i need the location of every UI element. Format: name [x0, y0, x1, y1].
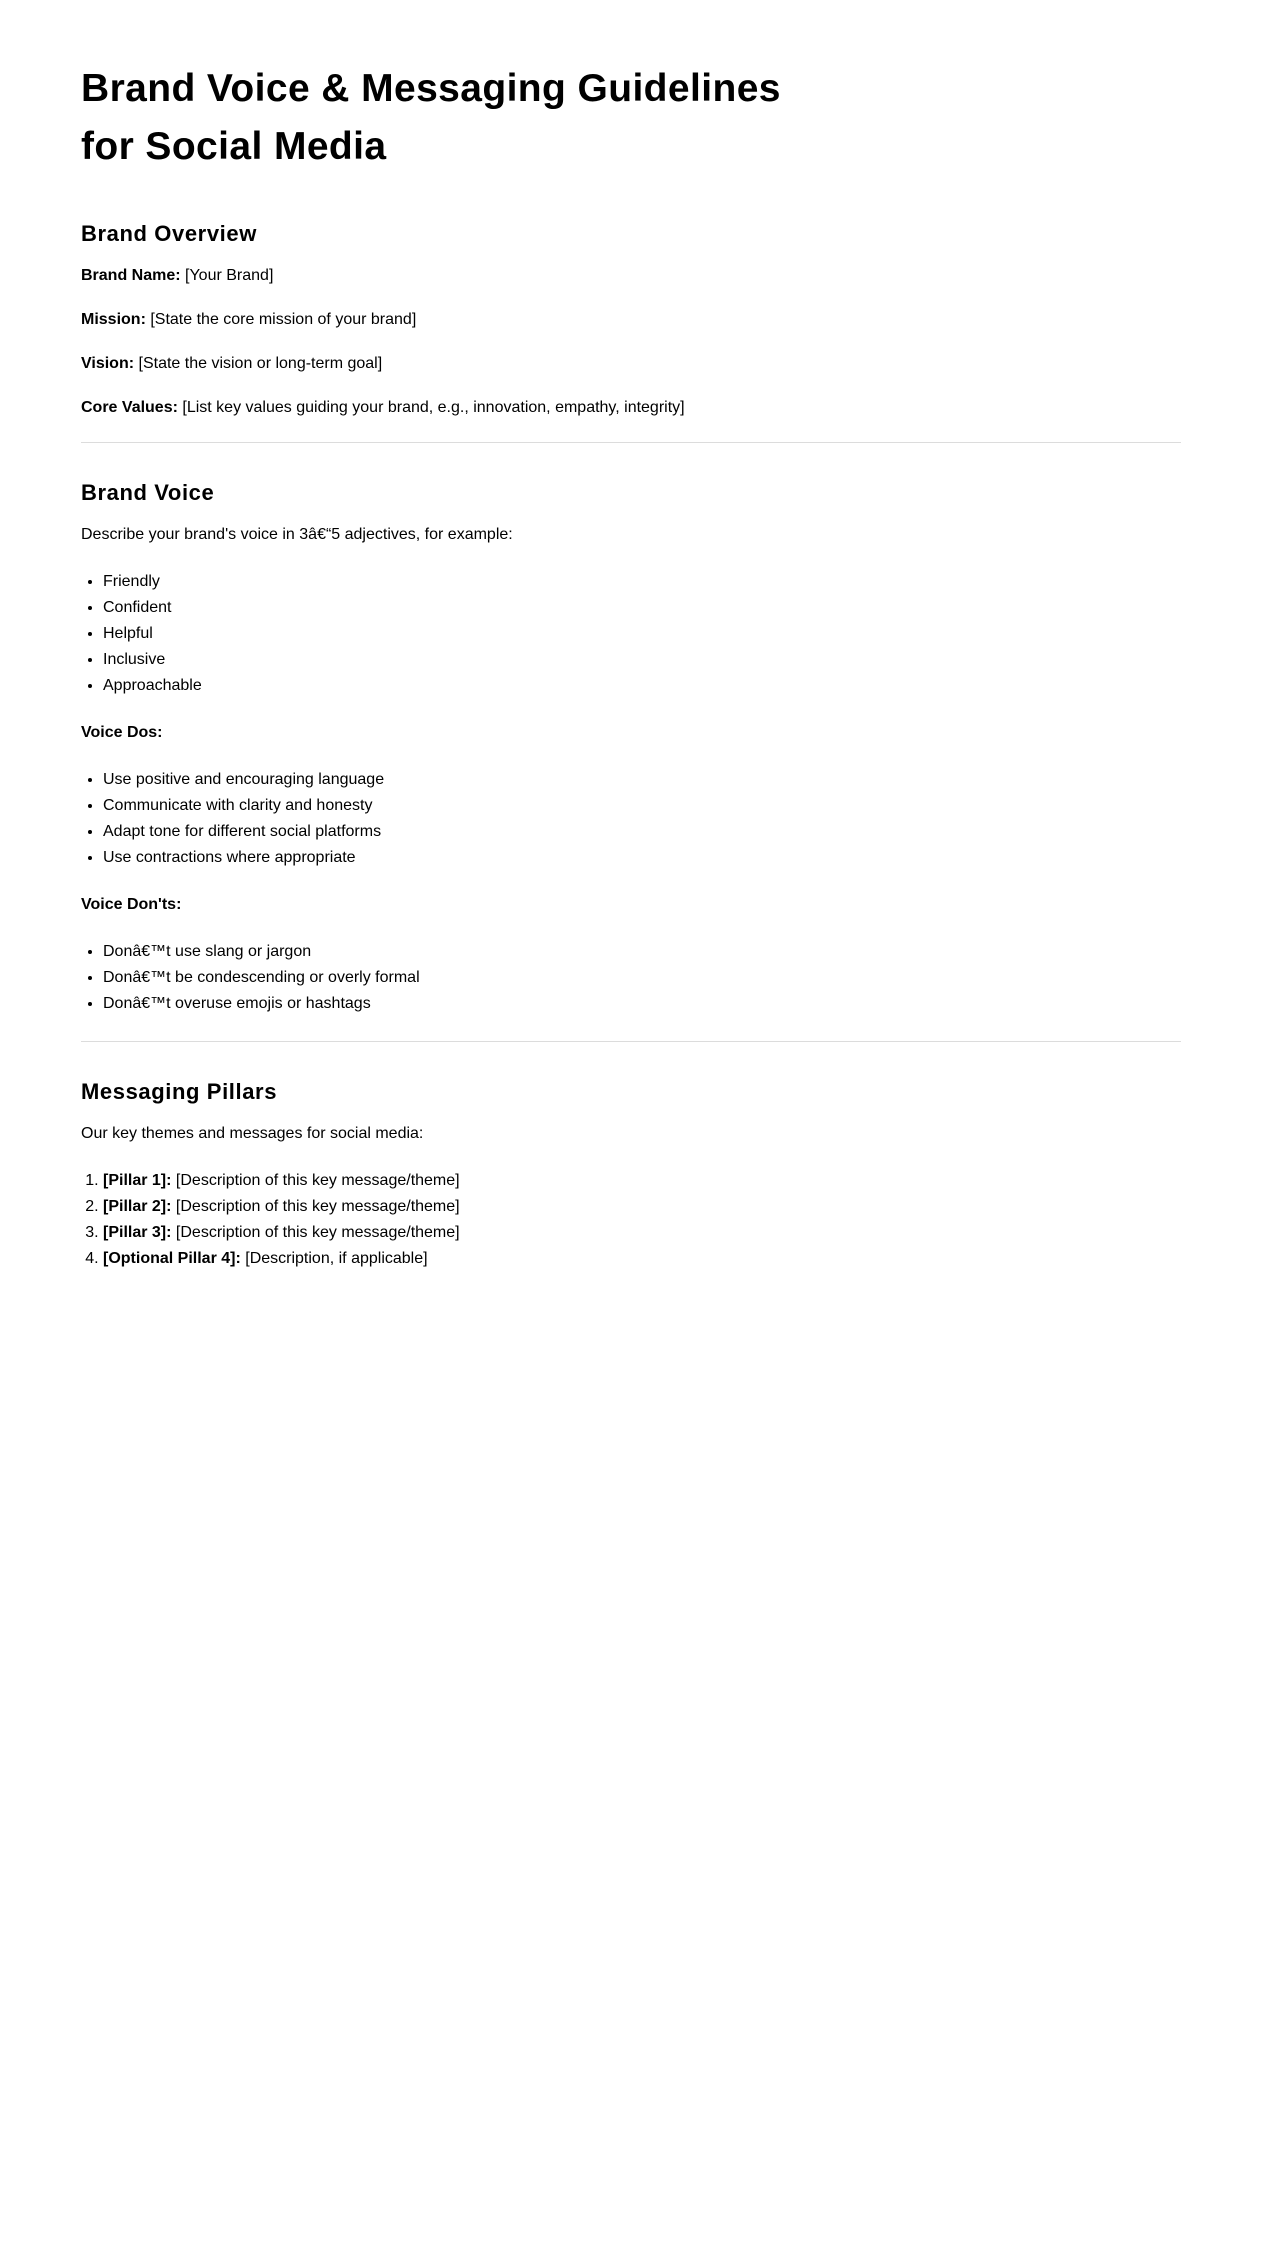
list-item: • Helpful	[103, 621, 1181, 647]
list-item	[103, 1168, 1181, 1194]
messaging-pillars-intro: Our key themes and messages for social media:	[81, 1125, 424, 1142]
core-values-field	[81, 398, 1181, 418]
brand-overview-heading: Brand Overview	[81, 221, 257, 246]
pillar-label: [Pillar 1]:	[103, 1172, 172, 1189]
list-item: • Donâ€™t use slang or jargon	[103, 939, 1181, 965]
brand-voice-intro: Describe your brand's voice in 3â€“5 adjectives, for example:	[81, 526, 513, 543]
brand-name-field	[81, 266, 1181, 286]
voice-donts-label: Voice Don'ts:	[81, 896, 182, 913]
brand-name-label: Brand Name:	[81, 267, 181, 284]
list-item: • Adapt tone for different social platforms	[103, 819, 1181, 845]
list-item	[103, 1194, 1181, 1220]
pillar-description: [Description of this key message/theme]	[175, 1224, 460, 1241]
core-values-value: [List key values guiding your brand, e.g., innovation, empathy, integrity]	[182, 399, 685, 416]
voice-donts-heading	[81, 895, 1181, 915]
voice-dos-heading	[81, 723, 1181, 743]
core-values-label: Core Values:	[81, 399, 178, 416]
section-divider	[81, 442, 1181, 443]
voice-dos-list	[81, 767, 1181, 871]
mission-field	[81, 310, 1181, 330]
brand-overview-section	[81, 220, 1181, 418]
list-item: • Donâ€™t overuse emojis or hashtags	[103, 991, 1181, 1017]
adjectives-list	[81, 569, 1181, 699]
pillar-description: [Description, if applicable]	[245, 1250, 428, 1267]
list-item: • Approachable	[103, 673, 1181, 699]
pillar-label: [Pillar 2]:	[103, 1198, 172, 1215]
list-item	[103, 1246, 1181, 1272]
title-line-2: for Social Media	[81, 125, 387, 168]
list-item	[103, 1220, 1181, 1246]
pillar-label: [Pillar 3]:	[103, 1224, 172, 1241]
vision-field	[81, 354, 1181, 374]
brand-voice-heading: Brand Voice	[81, 480, 215, 505]
list-item: • Donâ€™t be condescending or overly formal	[103, 965, 1181, 991]
list-item: • Use contractions where appropriate	[103, 845, 1181, 871]
pillar-description: [Description of this key message/theme]	[175, 1198, 460, 1215]
list-item: • Confident	[103, 595, 1181, 621]
list-item: • Inclusive	[103, 647, 1181, 673]
list-item: • Use positive and encouraging language	[103, 767, 1181, 793]
document-title	[81, 60, 841, 176]
list-item: • Communicate with clarity and honesty	[103, 793, 1181, 819]
voice-donts-list	[81, 939, 1181, 1017]
vision-value: [State the vision or long-term goal]	[138, 355, 383, 372]
pillar-label: [Optional Pillar 4]:	[103, 1250, 241, 1267]
list-item: • Friendly	[103, 569, 1181, 595]
mission-label: Mission:	[81, 311, 146, 328]
section-divider	[81, 1041, 1181, 1042]
brand-name-value: [Your Brand]	[185, 267, 274, 284]
brand-voice-section	[81, 479, 1181, 1017]
mission-value: [State the core mission of your brand]	[150, 311, 417, 328]
vision-label: Vision:	[81, 355, 135, 372]
title-line-1: Brand Voice & Messaging Guidelines	[81, 67, 781, 110]
messaging-pillars-heading: Messaging Pillars	[81, 1079, 278, 1104]
pillars-list	[81, 1168, 1181, 1272]
voice-dos-label: Voice Dos:	[81, 724, 163, 741]
pillar-description: [Description of this key message/theme]	[175, 1172, 460, 1189]
document-page	[81, 0, 1181, 1272]
messaging-pillars-section	[81, 1078, 1181, 1272]
